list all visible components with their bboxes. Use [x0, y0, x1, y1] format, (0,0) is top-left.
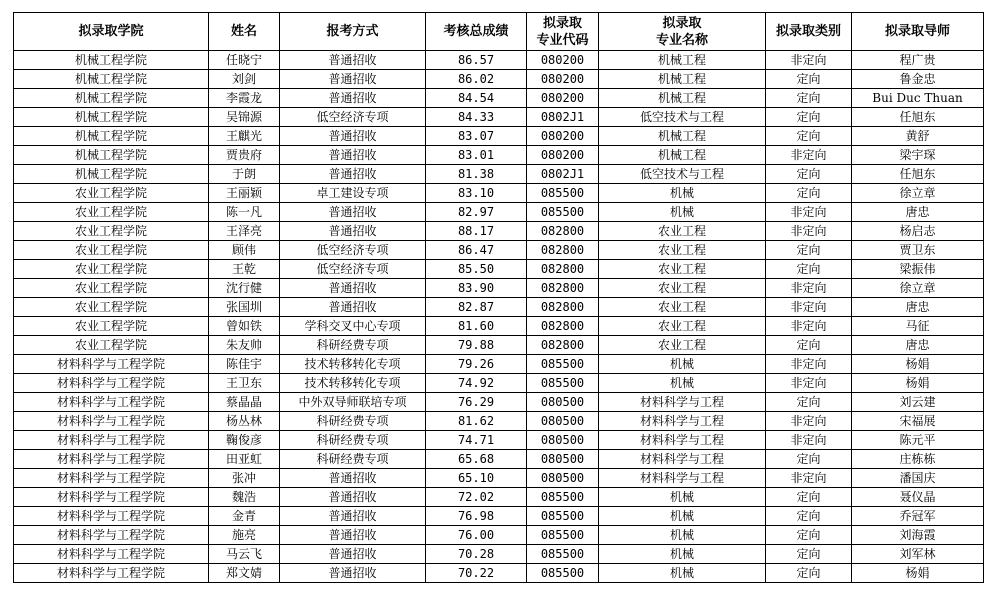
table-row — [14, 184, 984, 203]
supervisor-cell: 刘海霞 — [852, 526, 984, 545]
major-code-cell: 082800 — [527, 298, 599, 317]
table-row — [14, 108, 984, 127]
exam-method-cell: 普通招收 — [280, 298, 426, 317]
major-code-cell: 085500 — [527, 355, 599, 374]
college-cell: 材料科学与工程学院 — [14, 488, 209, 507]
header-college: 拟录取学院 — [14, 13, 209, 51]
college-cell: 农业工程学院 — [14, 317, 209, 336]
major-name-cell: 机械 — [599, 507, 766, 526]
total-score-cell: 72.02 — [426, 488, 527, 507]
table-row — [14, 507, 984, 526]
supervisor-cell: 潘国庆 — [852, 469, 984, 488]
name-cell: 王丽颖 — [209, 184, 280, 203]
name-cell: 鞠俊彦 — [209, 431, 280, 450]
total-score-cell: 70.22 — [426, 564, 527, 583]
exam-method-cell: 普通招收 — [280, 165, 426, 184]
supervisor-cell: 徐立章 — [852, 279, 984, 298]
exam-method-cell: 技术转移转化专项 — [280, 355, 426, 374]
major-code-cell: 080500 — [527, 431, 599, 450]
header-major-name: 拟录取 专业名称 — [599, 13, 766, 51]
name-cell: 顾伟 — [209, 241, 280, 260]
admission-type-cell: 定向 — [766, 564, 852, 583]
table-row — [14, 241, 984, 260]
major-name-cell: 农业工程 — [599, 241, 766, 260]
table-row — [14, 355, 984, 374]
supervisor-cell: 马征 — [852, 317, 984, 336]
name-cell: 张冲 — [209, 469, 280, 488]
major-code-cell: 080500 — [527, 469, 599, 488]
exam-method-cell: 学科交叉中心专项 — [280, 317, 426, 336]
supervisor-cell: 鲁金忠 — [852, 70, 984, 89]
college-cell: 农业工程学院 — [14, 222, 209, 241]
major-code-cell: 082800 — [527, 279, 599, 298]
name-cell: 李霞龙 — [209, 89, 280, 108]
supervisor-cell: 刘军林 — [852, 545, 984, 564]
total-score-cell: 65.68 — [426, 450, 527, 469]
major-name-cell: 机械工程 — [599, 51, 766, 70]
admission-type-cell: 定向 — [766, 488, 852, 507]
name-cell: 陈佳宇 — [209, 355, 280, 374]
admission-type-cell: 定向 — [766, 127, 852, 146]
exam-method-cell: 中外双导师联培专项 — [280, 393, 426, 412]
table-row — [14, 203, 984, 222]
college-cell: 材料科学与工程学院 — [14, 450, 209, 469]
supervisor-cell: 宋福展 — [852, 412, 984, 431]
total-score-cell: 74.92 — [426, 374, 527, 393]
admission-type-cell: 定向 — [766, 526, 852, 545]
admission-type-cell: 非定向 — [766, 469, 852, 488]
name-cell: 王卫东 — [209, 374, 280, 393]
major-name-cell: 机械工程 — [599, 146, 766, 165]
exam-method-cell: 低空经济专项 — [280, 241, 426, 260]
college-cell: 机械工程学院 — [14, 70, 209, 89]
total-score-cell: 83.07 — [426, 127, 527, 146]
major-name-cell: 材料科学与工程 — [599, 412, 766, 431]
exam-method-cell: 普通招收 — [280, 89, 426, 108]
header-name: 姓名 — [209, 13, 280, 51]
exam-method-cell: 普通招收 — [280, 526, 426, 545]
admission-type-cell: 定向 — [766, 108, 852, 127]
college-cell: 农业工程学院 — [14, 336, 209, 355]
major-code-cell: 085500 — [527, 507, 599, 526]
total-score-cell: 83.01 — [426, 146, 527, 165]
table-body — [14, 51, 984, 583]
table-row — [14, 89, 984, 108]
table-row — [14, 393, 984, 412]
major-name-cell: 机械 — [599, 545, 766, 564]
major-name-cell: 机械 — [599, 488, 766, 507]
exam-method-cell: 低空经济专项 — [280, 108, 426, 127]
college-cell: 材料科学与工程学院 — [14, 374, 209, 393]
table-row — [14, 279, 984, 298]
college-cell: 材料科学与工程学院 — [14, 564, 209, 583]
admission-type-cell: 定向 — [766, 70, 852, 89]
major-code-cell: 080200 — [527, 89, 599, 108]
admission-type-cell: 非定向 — [766, 355, 852, 374]
total-score-cell: 84.54 — [426, 89, 527, 108]
college-cell: 材料科学与工程学院 — [14, 507, 209, 526]
admission-type-cell: 非定向 — [766, 317, 852, 336]
supervisor-cell: 聂仪晶 — [852, 488, 984, 507]
admission-type-cell: 非定向 — [766, 431, 852, 450]
table-row — [14, 260, 984, 279]
exam-method-cell: 普通招收 — [280, 279, 426, 298]
admission-type-cell: 非定向 — [766, 412, 852, 431]
table-row — [14, 127, 984, 146]
admission-type-cell: 定向 — [766, 545, 852, 564]
major-code-cell: 080200 — [527, 146, 599, 165]
major-code-cell: 0802J1 — [527, 165, 599, 184]
name-cell: 张国圳 — [209, 298, 280, 317]
name-cell: 杨丛林 — [209, 412, 280, 431]
college-cell: 材料科学与工程学院 — [14, 355, 209, 374]
college-cell: 机械工程学院 — [14, 51, 209, 70]
major-code-cell: 080500 — [527, 412, 599, 431]
total-score-cell: 76.98 — [426, 507, 527, 526]
college-cell: 农业工程学院 — [14, 279, 209, 298]
admission-type-cell: 定向 — [766, 507, 852, 526]
supervisor-cell: 徐立章 — [852, 184, 984, 203]
total-score-cell: 83.10 — [426, 184, 527, 203]
supervisor-cell: 杨娟 — [852, 374, 984, 393]
major-name-cell: 低空技术与工程 — [599, 165, 766, 184]
admission-type-cell: 非定向 — [766, 222, 852, 241]
table-row — [14, 222, 984, 241]
major-code-cell: 080500 — [527, 393, 599, 412]
major-code-cell: 082800 — [527, 317, 599, 336]
name-cell: 陈一凡 — [209, 203, 280, 222]
name-cell: 刘剑 — [209, 70, 280, 89]
header-row — [14, 13, 984, 51]
table-row — [14, 431, 984, 450]
name-cell: 于朗 — [209, 165, 280, 184]
major-name-cell: 农业工程 — [599, 260, 766, 279]
exam-method-cell: 普通招收 — [280, 203, 426, 222]
supervisor-cell: 杨娟 — [852, 564, 984, 583]
total-score-cell: 79.26 — [426, 355, 527, 374]
supervisor-cell: 程广贵 — [852, 51, 984, 70]
major-name-cell: 农业工程 — [599, 279, 766, 298]
total-score-cell: 76.29 — [426, 393, 527, 412]
exam-method-cell: 卓工建设专项 — [280, 184, 426, 203]
supervisor-cell: 杨启志 — [852, 222, 984, 241]
major-name-cell: 机械 — [599, 564, 766, 583]
exam-method-cell: 科研经费专项 — [280, 336, 426, 355]
total-score-cell: 65.10 — [426, 469, 527, 488]
header-exam-method: 报考方式 — [280, 13, 426, 51]
major-name-cell: 机械 — [599, 526, 766, 545]
major-name-cell: 农业工程 — [599, 317, 766, 336]
table-row — [14, 146, 984, 165]
major-name-cell: 机械 — [599, 355, 766, 374]
major-code-cell: 082800 — [527, 336, 599, 355]
supervisor-cell: 梁振伟 — [852, 260, 984, 279]
supervisor-cell: 唐忠 — [852, 336, 984, 355]
name-cell: 朱友帅 — [209, 336, 280, 355]
supervisor-cell: 梁宇琛 — [852, 146, 984, 165]
college-cell: 材料科学与工程学院 — [14, 526, 209, 545]
total-score-cell: 86.02 — [426, 70, 527, 89]
college-cell: 材料科学与工程学院 — [14, 469, 209, 488]
major-name-cell: 机械工程 — [599, 70, 766, 89]
supervisor-cell: 唐忠 — [852, 298, 984, 317]
college-cell: 机械工程学院 — [14, 127, 209, 146]
total-score-cell: 70.28 — [426, 545, 527, 564]
total-score-cell: 81.60 — [426, 317, 527, 336]
supervisor-cell: 乔冠军 — [852, 507, 984, 526]
supervisor-cell: 黄舒 — [852, 127, 984, 146]
table-row — [14, 526, 984, 545]
admission-type-cell: 非定向 — [766, 203, 852, 222]
exam-method-cell: 普通招收 — [280, 222, 426, 241]
major-name-cell: 材料科学与工程 — [599, 393, 766, 412]
admission-type-cell: 定向 — [766, 450, 852, 469]
table-row — [14, 336, 984, 355]
name-cell: 沈行健 — [209, 279, 280, 298]
major-code-cell: 085500 — [527, 184, 599, 203]
admission-type-cell: 定向 — [766, 241, 852, 260]
exam-method-cell: 普通招收 — [280, 146, 426, 165]
name-cell: 魏浩 — [209, 488, 280, 507]
table-row — [14, 412, 984, 431]
admission-type-cell: 非定向 — [766, 298, 852, 317]
exam-method-cell: 普通招收 — [280, 564, 426, 583]
exam-method-cell: 普通招收 — [280, 507, 426, 526]
exam-method-cell: 科研经费专项 — [280, 450, 426, 469]
total-score-cell: 84.33 — [426, 108, 527, 127]
college-cell: 农业工程学院 — [14, 184, 209, 203]
major-name-cell: 机械 — [599, 184, 766, 203]
supervisor-cell: 陈元平 — [852, 431, 984, 450]
major-name-cell: 农业工程 — [599, 298, 766, 317]
name-cell: 马云飞 — [209, 545, 280, 564]
major-code-cell: 080200 — [527, 51, 599, 70]
total-score-cell: 86.57 — [426, 51, 527, 70]
header-major-code: 拟录取 专业代码 — [527, 13, 599, 51]
major-code-cell: 0802J1 — [527, 108, 599, 127]
exam-method-cell: 普通招收 — [280, 70, 426, 89]
major-code-cell: 080200 — [527, 70, 599, 89]
major-name-cell: 机械 — [599, 203, 766, 222]
exam-method-cell: 普通招收 — [280, 127, 426, 146]
name-cell: 田亚虹 — [209, 450, 280, 469]
exam-method-cell: 普通招收 — [280, 51, 426, 70]
college-cell: 机械工程学院 — [14, 165, 209, 184]
supervisor-cell: 刘云建 — [852, 393, 984, 412]
total-score-cell: 81.38 — [426, 165, 527, 184]
total-score-cell: 79.88 — [426, 336, 527, 355]
major-name-cell: 低空技术与工程 — [599, 108, 766, 127]
exam-method-cell: 普通招收 — [280, 545, 426, 564]
name-cell: 曾如铁 — [209, 317, 280, 336]
header-supervisor: 拟录取导师 — [852, 13, 984, 51]
table-row — [14, 374, 984, 393]
major-name-cell: 机械工程 — [599, 127, 766, 146]
name-cell: 金青 — [209, 507, 280, 526]
supervisor-cell: 庄栋栋 — [852, 450, 984, 469]
major-code-cell: 080200 — [527, 127, 599, 146]
admission-type-cell: 定向 — [766, 260, 852, 279]
name-cell: 施亮 — [209, 526, 280, 545]
major-name-cell: 农业工程 — [599, 222, 766, 241]
exam-method-cell: 科研经费专项 — [280, 431, 426, 450]
college-cell: 农业工程学院 — [14, 203, 209, 222]
major-code-cell: 082800 — [527, 241, 599, 260]
exam-method-cell: 科研经费专项 — [280, 412, 426, 431]
supervisor-cell: 贾卫东 — [852, 241, 984, 260]
total-score-cell: 74.71 — [426, 431, 527, 450]
major-code-cell: 085500 — [527, 526, 599, 545]
supervisor-cell: 任旭东 — [852, 108, 984, 127]
table-row — [14, 317, 984, 336]
major-code-cell: 085500 — [527, 545, 599, 564]
supervisor-cell: 杨娟 — [852, 355, 984, 374]
supervisor-cell: 唐忠 — [852, 203, 984, 222]
admission-table — [13, 12, 984, 583]
exam-method-cell: 技术转移转化专项 — [280, 374, 426, 393]
table-row — [14, 165, 984, 184]
major-name-cell: 农业工程 — [599, 336, 766, 355]
admission-type-cell: 定向 — [766, 165, 852, 184]
major-name-cell: 材料科学与工程 — [599, 431, 766, 450]
supervisor-cell: 任旭东 — [852, 165, 984, 184]
table-row — [14, 469, 984, 488]
total-score-cell: 82.87 — [426, 298, 527, 317]
name-cell: 吴锦源 — [209, 108, 280, 127]
college-cell: 机械工程学院 — [14, 108, 209, 127]
name-cell: 王麒光 — [209, 127, 280, 146]
major-name-cell: 机械工程 — [599, 89, 766, 108]
admission-type-cell: 定向 — [766, 184, 852, 203]
total-score-cell: 85.50 — [426, 260, 527, 279]
total-score-cell: 88.17 — [426, 222, 527, 241]
table-row — [14, 298, 984, 317]
header-admission-type: 拟录取类别 — [766, 13, 852, 51]
total-score-cell: 76.00 — [426, 526, 527, 545]
name-cell: 王泽亮 — [209, 222, 280, 241]
table-row — [14, 488, 984, 507]
table-row — [14, 70, 984, 89]
table-row — [14, 545, 984, 564]
major-name-cell: 机械 — [599, 374, 766, 393]
major-name-cell: 材料科学与工程 — [599, 450, 766, 469]
college-cell: 材料科学与工程学院 — [14, 545, 209, 564]
admission-type-cell: 定向 — [766, 393, 852, 412]
major-name-cell: 材料科学与工程 — [599, 469, 766, 488]
admission-type-cell: 非定向 — [766, 279, 852, 298]
college-cell: 机械工程学院 — [14, 89, 209, 108]
admission-type-cell: 非定向 — [766, 146, 852, 165]
table-row — [14, 51, 984, 70]
college-cell: 农业工程学院 — [14, 298, 209, 317]
college-cell: 材料科学与工程学院 — [14, 412, 209, 431]
admission-type-cell: 非定向 — [766, 374, 852, 393]
major-code-cell: 082800 — [527, 260, 599, 279]
total-score-cell: 86.47 — [426, 241, 527, 260]
exam-method-cell: 普通招收 — [280, 488, 426, 507]
college-cell: 农业工程学院 — [14, 241, 209, 260]
name-cell: 郑文婧 — [209, 564, 280, 583]
major-code-cell: 085500 — [527, 488, 599, 507]
header-total-score: 考核总成绩 — [426, 13, 527, 51]
name-cell: 王乾 — [209, 260, 280, 279]
total-score-cell: 81.62 — [426, 412, 527, 431]
college-cell: 农业工程学院 — [14, 260, 209, 279]
major-code-cell: 085500 — [527, 374, 599, 393]
supervisor-cell: Bui Duc Thuan — [852, 89, 984, 108]
admission-type-cell: 非定向 — [766, 51, 852, 70]
total-score-cell: 83.90 — [426, 279, 527, 298]
major-code-cell: 085500 — [527, 203, 599, 222]
name-cell: 蔡晶晶 — [209, 393, 280, 412]
major-code-cell: 082800 — [527, 222, 599, 241]
admission-type-cell: 定向 — [766, 336, 852, 355]
major-code-cell: 080500 — [527, 450, 599, 469]
table-row — [14, 564, 984, 583]
name-cell: 贾贵府 — [209, 146, 280, 165]
exam-method-cell: 低空经济专项 — [280, 260, 426, 279]
table-row — [14, 450, 984, 469]
college-cell: 材料科学与工程学院 — [14, 393, 209, 412]
name-cell: 任晓宁 — [209, 51, 280, 70]
major-code-cell: 085500 — [527, 564, 599, 583]
admission-type-cell: 定向 — [766, 89, 852, 108]
college-cell: 机械工程学院 — [14, 146, 209, 165]
exam-method-cell: 普通招收 — [280, 469, 426, 488]
college-cell: 材料科学与工程学院 — [14, 431, 209, 450]
total-score-cell: 82.97 — [426, 203, 527, 222]
